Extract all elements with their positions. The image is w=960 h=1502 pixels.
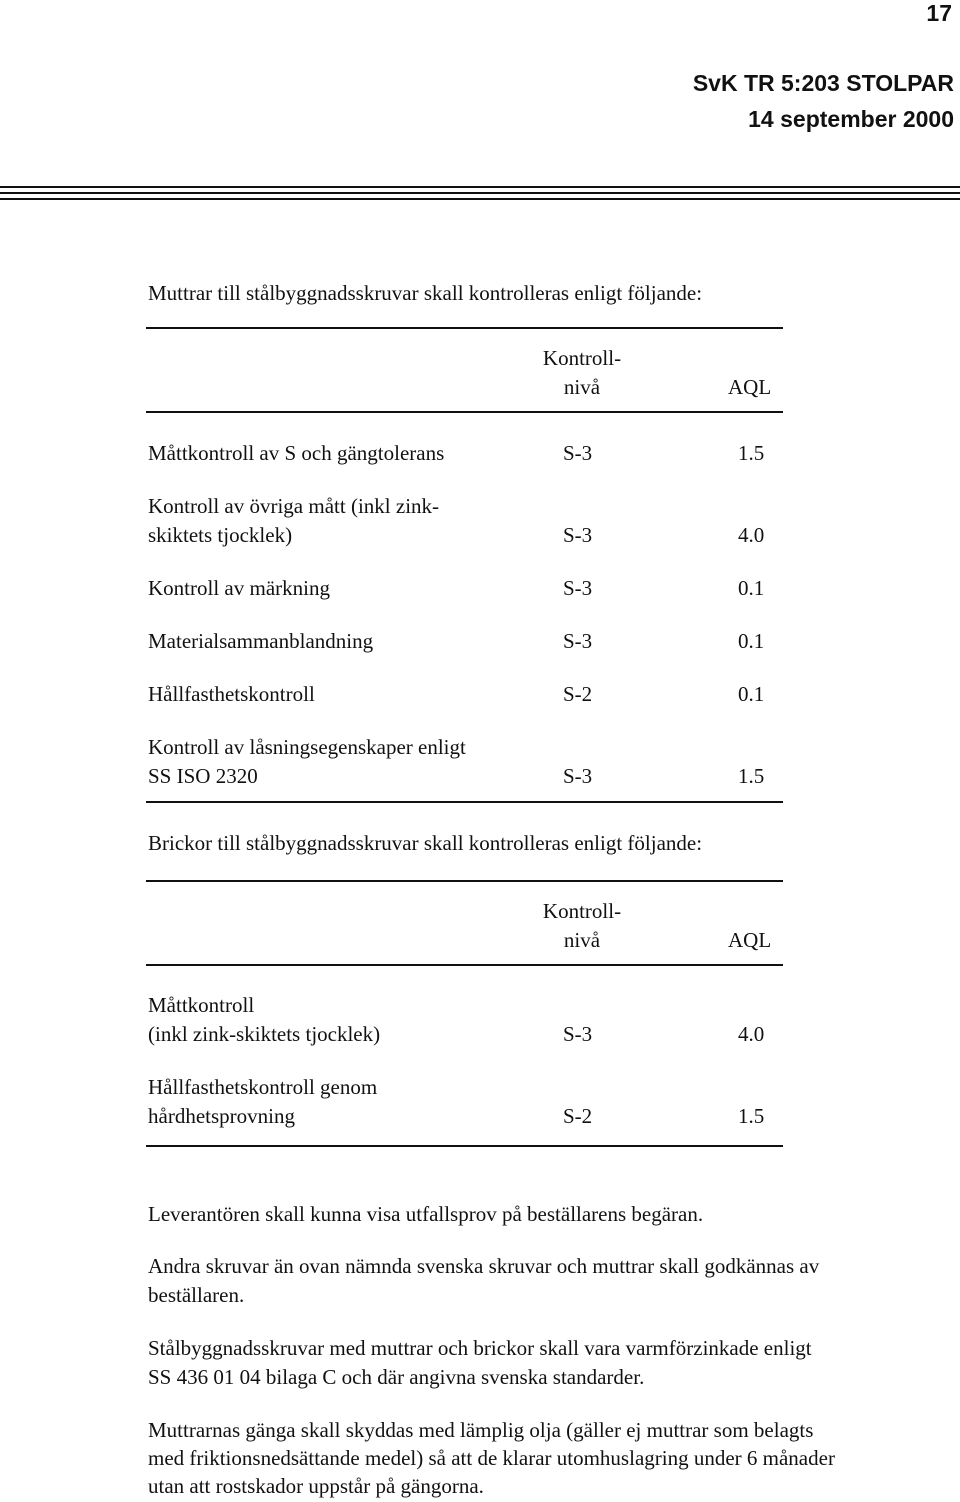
nuts-row-label: Kontroll av övriga mått (inkl zink- xyxy=(148,494,440,518)
nuts-row-label: Kontroll av låsningsegenskaper enligt xyxy=(148,735,466,759)
header-rule-middle xyxy=(0,192,960,194)
document-date: 14 september 2000 xyxy=(748,106,954,132)
washers-row-label: Hållfasthetskontroll genom xyxy=(148,1075,378,1099)
nuts-row-label-cont: SS ISO 2320 xyxy=(148,764,258,788)
nuts-row-aql: 4.0 xyxy=(738,523,765,547)
washers-row-label-cont: hårdhetsprovning xyxy=(148,1104,295,1128)
nuts-row-label: Hållfasthetskontroll xyxy=(148,682,315,706)
washers-row-aql: 4.0 xyxy=(738,1022,765,1046)
header-rule-top xyxy=(0,186,960,188)
washers-row-level: S-2 xyxy=(563,1104,593,1128)
paragraph-galvanizing-line1: Stålbyggnadsskruvar med muttrar och brickor skall vara varmförzinkade enligt xyxy=(148,1336,812,1360)
paragraph-thread-oil-line1: Muttrarnas gänga skall skyddas med lämplig olja (gäller ej muttrar som belagts xyxy=(148,1418,814,1442)
nuts-row-level: S-3 xyxy=(563,576,593,600)
paragraph-sample-testing: Leverantören skall kunna visa utfallsprov på beställarens begäran. xyxy=(148,1202,704,1226)
nuts-row-aql: 1.5 xyxy=(738,764,765,788)
nuts-row-aql: 0.1 xyxy=(738,576,765,600)
washers-row-level: S-3 xyxy=(563,1022,593,1046)
nuts-col-aql: AQL xyxy=(728,375,772,399)
nuts-row-aql: 1.5 xyxy=(738,441,765,465)
paragraph-other-bolts-line2: beställaren. xyxy=(148,1283,245,1307)
header-rule-bottom xyxy=(0,198,960,200)
paragraph-galvanizing-line2: SS 436 01 04 bilaga C och där angivna svenska standarder. xyxy=(148,1365,645,1389)
paragraph-thread-oil-line2: med friktionsnedsättande medel) så att de klarar utomhuslagring under 6 månader xyxy=(148,1446,835,1470)
nuts-table-bottom-rule xyxy=(146,801,783,803)
washers-col-level-line2: nivå xyxy=(563,928,601,952)
washers-table-top-rule xyxy=(146,880,783,882)
nuts-row-level: S-3 xyxy=(563,629,593,653)
washers-row-aql: 1.5 xyxy=(738,1104,765,1128)
nuts-row-label: Materialsammanblandning xyxy=(148,629,374,653)
washers-col-aql: AQL xyxy=(728,928,772,952)
document-title: SvK TR 5:203 STOLPAR xyxy=(692,70,954,96)
nuts-row-label-cont: skiktets tjocklek) xyxy=(148,523,293,547)
nuts-table-top-rule xyxy=(146,327,783,329)
nuts-col-level-line2: nivå xyxy=(563,375,601,399)
nuts-row-level: S-2 xyxy=(563,682,593,706)
nuts-row-level: S-3 xyxy=(563,523,593,547)
page-number: 17 xyxy=(926,0,952,26)
washers-col-level-line1: Kontroll- xyxy=(542,899,622,923)
washers-table-header-rule xyxy=(146,964,783,966)
nuts-row-aql: 0.1 xyxy=(738,682,765,706)
paragraph-other-bolts-line1: Andra skruvar än ovan nämnda svenska skruvar och muttrar skall godkännas av xyxy=(148,1254,820,1278)
nuts-intro: Muttrar till stålbyggnadsskruvar skall kontrolleras enligt följande: xyxy=(148,281,703,305)
paragraph-thread-oil-line3: utan att rostskador uppstår på gängorna. xyxy=(148,1474,484,1498)
nuts-table-header-rule xyxy=(146,411,783,413)
nuts-row-label: Kontroll av märkning xyxy=(148,576,330,600)
nuts-row-aql: 0.1 xyxy=(738,629,765,653)
nuts-row-label: Måttkontroll av S och gängtolerans xyxy=(148,441,445,465)
nuts-col-level-line1: Kontroll- xyxy=(542,346,622,370)
washers-row-label-cont: (inkl zink-skiktets tjocklek) xyxy=(148,1022,381,1046)
washers-row-label: Måttkontroll xyxy=(148,993,255,1017)
nuts-row-level: S-3 xyxy=(563,441,593,465)
washers-intro: Brickor till stålbyggnadsskruvar skall kontrolleras enligt följande: xyxy=(148,831,703,855)
nuts-row-level: S-3 xyxy=(563,764,593,788)
washers-table-bottom-rule xyxy=(146,1145,783,1147)
